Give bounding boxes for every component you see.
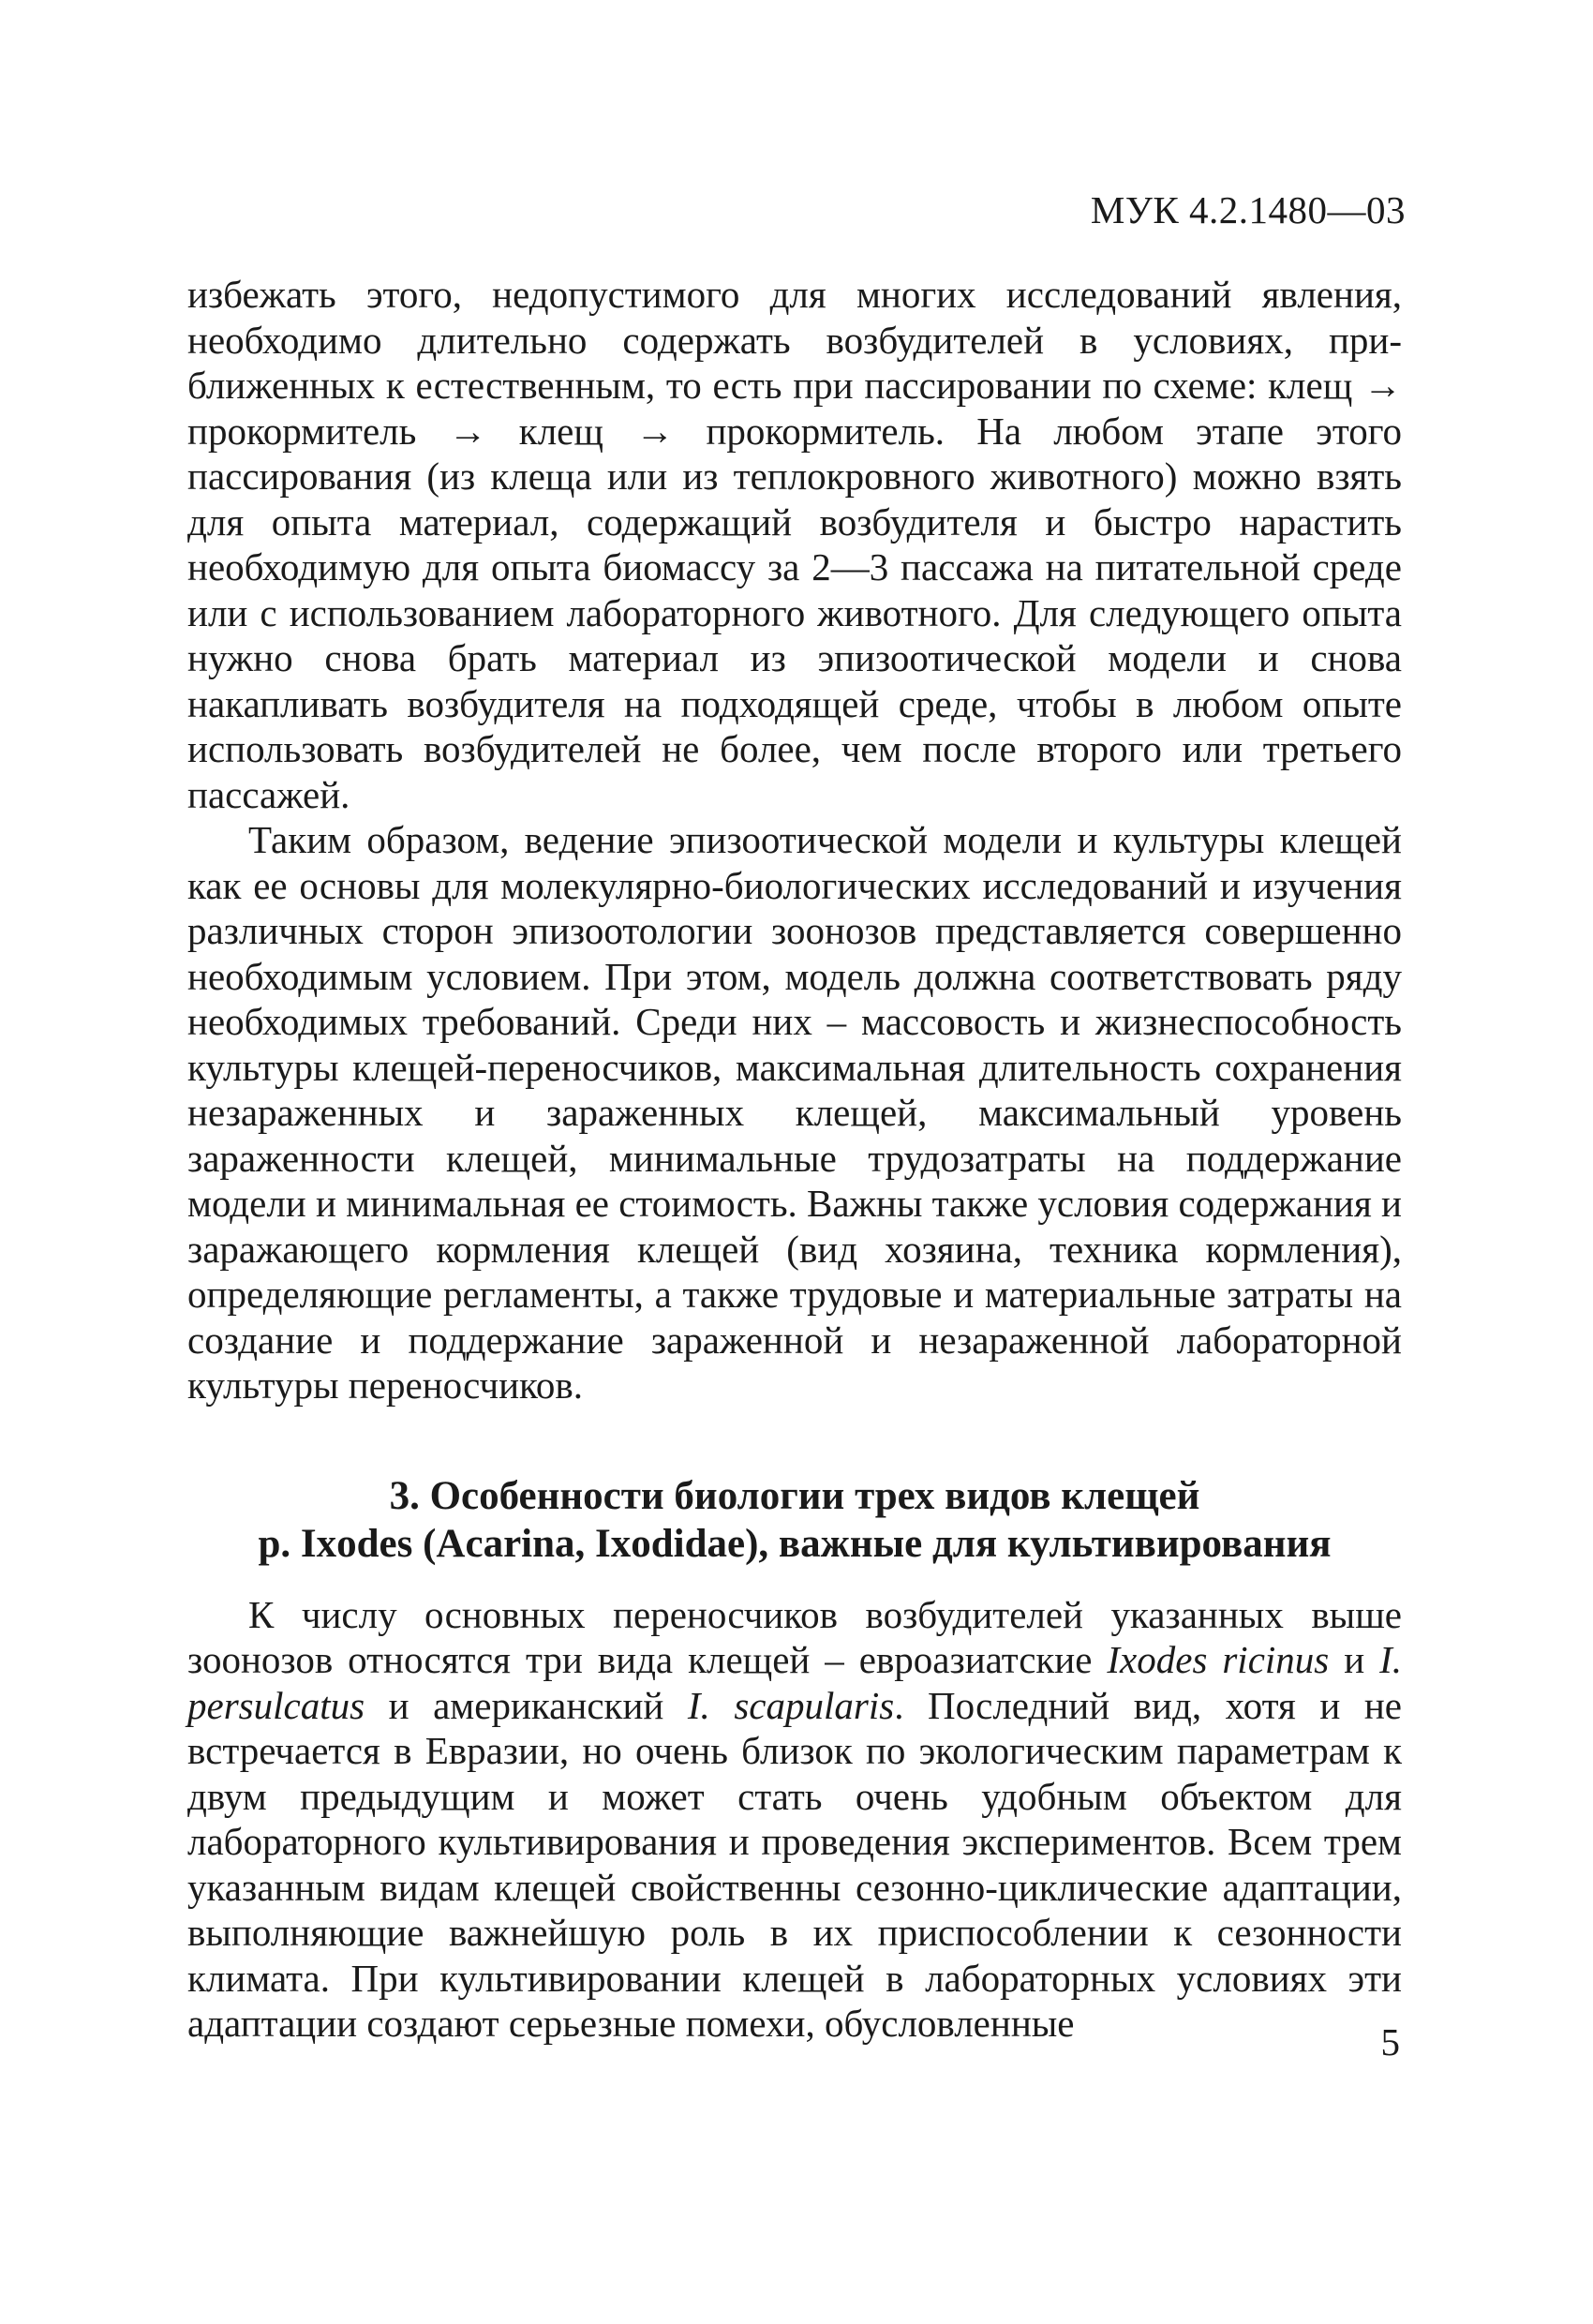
- species-name: I. scapularis: [687, 1683, 895, 1727]
- paragraph-text: . Последний вид, хотя и не встречается в Евразии, но очень близок по экологическим параметрам к двум предыдущим и может стать очень удобным объектом для лабораторного культивирования и проведения экспериментов. Всем трем указанным видам клещей свойственны сезонно-циклические адаптации, выполняющие важнейшую роль в их приспособлении к сезонности климата. При культивировании клещей в лабораторных условиях эти адаптации создают серьезные помехи, обусловленные: [187, 1683, 1402, 2045]
- paragraph-model-requirements: Таким образом, ведение эпизоотической модели и культуры клещей как ее основы для молекулярно-биологических исследований и изучения различных сторон эпизоотологии зоонозов представляется совершенно необходимым условием. При этом, модель должна соответствовать ряду необходимых требований. Среди них – массовость и жизнеспособность культуры клещей-переносчиков, максимальная длительность сохранения незараженных и зараженных клещей, максимальный уровень зараженности клещей, минимальные трудозатраты на поддержание модели и минимальная ее стоимость. Важны также условия содержания и заражающего кормления клещей (вид хозяина, техника кормления), определяющие регламенты, а также трудовые и материальные затраты на создание и поддержание зараженной и незараженной лабораторной культуры переносчиков.: [187, 818, 1402, 1407]
- section-heading-line-1: 3. Особенности биологии трех видов клещей: [389, 1473, 1200, 1518]
- paragraph-text: К числу основных переносчиков возбудителей указанных выше зоонозов относятся три вида клещей – евроазиатские: [187, 1592, 1402, 1681]
- paragraph-continuation: избежать этого, недопустимого для многих исследований явления, необходимо длительно содержать возбудителей в условиях, приближенных к естественным, то есть при пассировании по схеме: клещ → прокормитель → клещ → прокормитель. На любом этапе этого пассирования (из клеща или из теплокровного животного) можно взять для опыта материал, содержащий возбудителя и быстро нарастить необходимую для опыта биомассу за 2—3 пассажа на питательной среде или с использованием лабораторного животного. Для следующего опыта нужно снова брать материал из эпизоотической модели и снова накапливать возбудителя на подходящей среде, чтобы в любом опыте использовать возбудителей не более, чем после второго или третьего пассажей.: [187, 273, 1402, 816]
- section-heading-line-2: р. Ixodes (Acarina, Ixodidae), важные для культивирования: [258, 1521, 1332, 1566]
- paragraph-text: и: [1329, 1638, 1380, 1681]
- species-name: I. persulcatus: [187, 1638, 1402, 1727]
- page-number: 5: [1380, 2020, 1400, 2063]
- document-code-header: МУК 4.2.1480—03: [1090, 188, 1406, 231]
- species-name: Ixodes ricinus: [1107, 1638, 1330, 1681]
- section-heading: [187, 1472, 1402, 1568]
- paragraph-tick-species: [187, 1592, 1402, 2047]
- page-content: [187, 272, 1402, 2047]
- paragraph-text: и американский: [365, 1683, 688, 1727]
